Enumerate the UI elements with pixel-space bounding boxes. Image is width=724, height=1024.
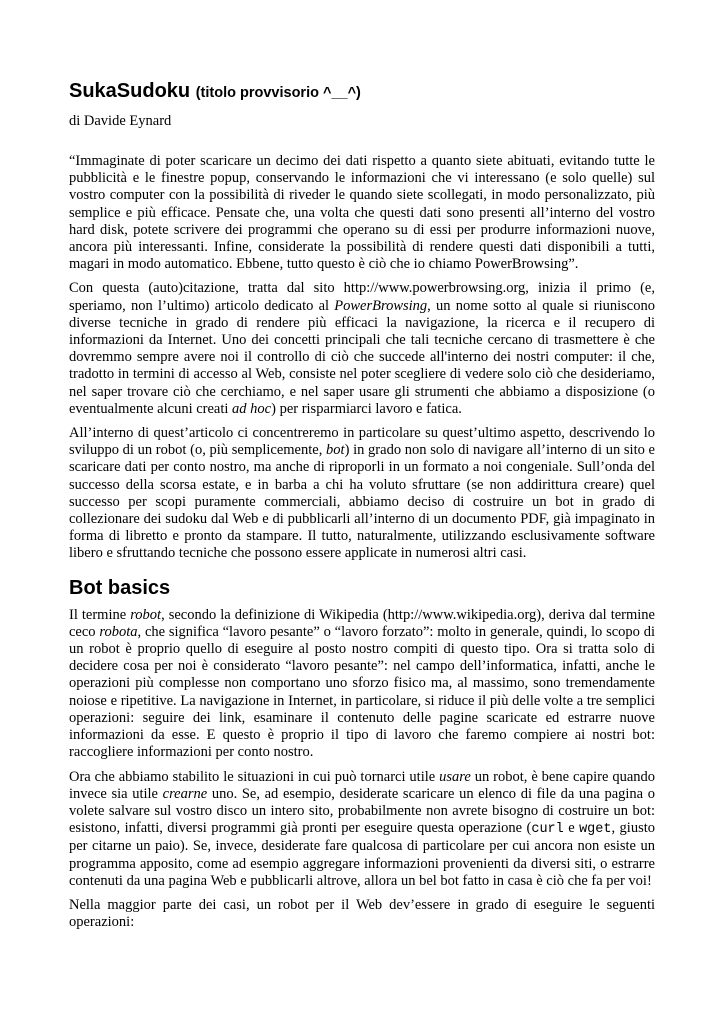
code-curl: curl [531, 822, 564, 838]
document-title [69, 78, 655, 106]
code-wget: wget [579, 822, 612, 838]
document-page [69, 78, 655, 931]
paragraph-robot-definition: Il termine robot, secondo la definizione di Wikipedia (http://www.wikipedia.org), deriva dal termine ceco robota, che significa “lavoro pesante” o “lavoro forzato”: molto in generale, quindi, lo scopo di un robot è proprio quello di eseguire al posto nostro compiti di questo tipo. Ora si tratta solo di decidere cosa per noi è considerato “lavoro pesante”: nel campo dell’informatica, infatti, anche le operazioni più complesse non comportano uno sforzo fisico ma, al massimo, sono tremendamente noiose e ripetitive. La navigazione in Internet, in particolare, si riduce il più delle volte a tre semplici operazioni: seguire dei link, esaminare il contenuto delle pagine scaricate ed estrarre nuove informazioni da esse. E questo è proprio il tipo di lavoro che faremo compiere ai nostri bot: raccogliere informazioni per conto nostro. [69, 606, 656, 761]
section-heading-bot-basics: Bot basics [69, 576, 171, 599]
paragraph-when-to-create: Ora che abbiamo stabilito le situazioni in cui può tornarci utile usare un robot, è bene capire quando invece sia utile crearne uno. Se, ad esempio, desiderate scaricare un elenco di file da una pagina o volete salvare sul vostro disco un intero sito, probabilmente non avrete bisogno di costruire un bot: esistono, infatti, diversi programmi già pronti per eseguire questa operazione (curl e wget, giusto per citarne un paio). Se, invece, desiderate fare qualcosa di particolare per cui ancora non esiste un programma apposito, come ad esempio aggregare informazioni provenienti da diversi siti, o estrarre contenuti da una pagina Web e pubblicarli altrove, allora un bel bot fatto in casa è ciò che fa per voi! [69, 768, 656, 889]
paragraph-intro: Con questa (auto)citazione, tratta dal sito http://www.powerbrowsing.org, inizia il primo (e, speriamo, non l’ultimo) articolo dedicato al PowerBrowsing, un nome sotto al quale si riuniscono diverse tecniche in grado di rendere più efficaci la navigazione, la ricerca e il recupero di informazioni da Internet. Uno dei concetti principali che tali tecniche cercano di trasmettere è che dovremmo sempre avere noi il controllo di ciò che succede all'interno dei nostri computer: il che, tradotto in termini di accesso al Web, consiste nel poter scegliere di vedere solo ciò che desideriamo, nel saper trovare ciò che cerchiamo, e nel saper usare gli strumenti che abbiamo a disposizione (o eventualmente alcuni creati ad hoc) per risparmiarci lavoro e fatica. [69, 280, 655, 417]
author-line: di Davide Eynard [69, 113, 172, 129]
paragraph-operations-intro: Nella maggior parte dei casi, un robot per il Web dev’essere in grado di eseguire le seguenti operazioni: [69, 896, 655, 931]
paragraph-quote: “Immaginate di poter scaricare un decimo dei dati rispetto a quanto siete abituati, evitando tutte le pubblicità e le finestre popup, conservando le informazioni che vi interessano (e solo quelle) sul vostro computer con la possibilità di riveder le quando siete scollegati, in modo personalizzato, più semplice e più efficace. Pensate che, una volta che questi dati sono presenti all’interno del vostro hard disk, potete scrivere dei programmi che operano su di essi per produrre informazioni nuove, ancora più interessanti. Infine, considerate la possibilità di rendere questi dati disponibili a tutti, magari in modo automatico. Ebbene, tutto questo è ciò che io chiamo PowerBrowsing”. [69, 153, 655, 273]
paragraph-article-goal: All’interno di quest’articolo ci concentreremo in particolare su quest’ultimo aspetto, descrivendo lo sviluppo di un robot (o, più semplicemente, bot) in grado non solo di navigare all’interno di un sito e scaricare dati per conto nostro, ma anche di riproporli in un formato a noi congeniale. Sull’onda del successo della scorsa estate, e in barba a chi ha voluto sfruttare (se non addirittura creare) quel successo per scopi puramente commerciali, abbiamo deciso di costruire un bot in grado di collezionare dei sudoku dal Web e di pubblicarli all’interno di un documento PDF, già impaginato in forma di libretto e pronto da stampare. Il tutto, naturalmente, utilizzando esclusivamente software libero e sfruttando tecniche che possono essere applicate in numerosi altri casi. [69, 425, 655, 562]
title-main: SukaSudoku [69, 80, 191, 102]
title-note: (titolo provvisorio ^__^) [195, 85, 361, 101]
